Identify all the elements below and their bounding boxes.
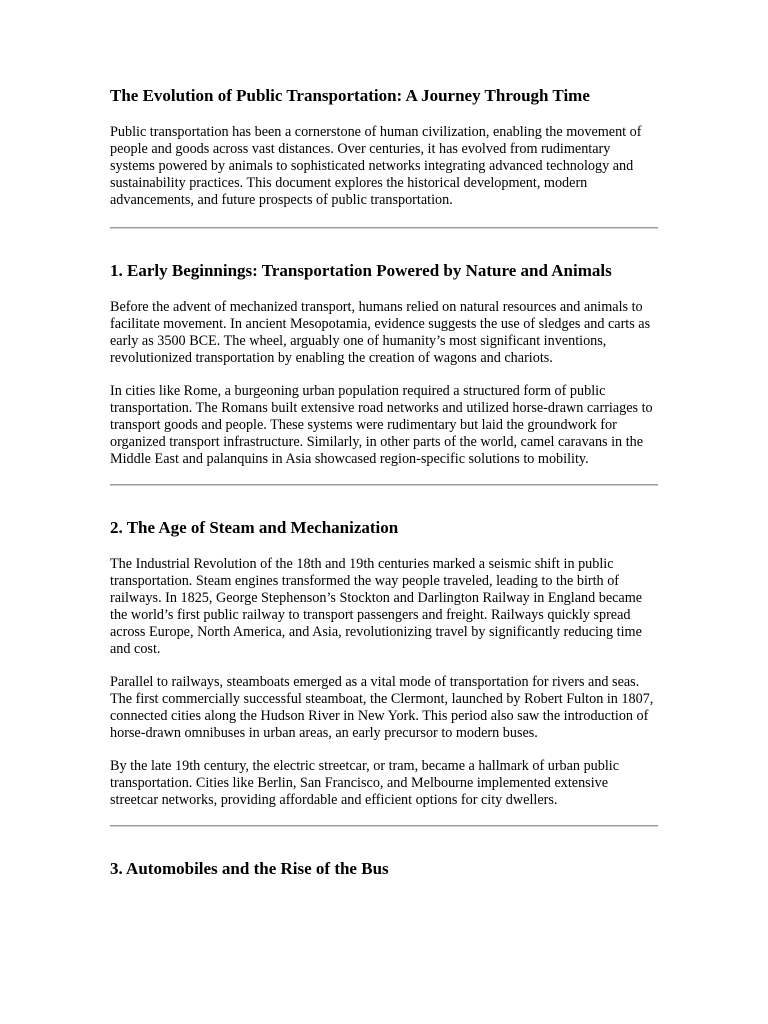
- section-divider: [110, 484, 658, 486]
- section-divider: [110, 227, 658, 229]
- section-1-heading: 1. Early Beginnings: Transportation Powered by Nature and Animals: [110, 261, 612, 280]
- section-2-heading: 2. The Age of Steam and Mechanization: [110, 518, 399, 537]
- section-2-paragraph-2: Parallel to railways, steamboats emerged as a vital mode of transportation for rivers and seas. The first commercially successful steamboat, the Clermont, launched by Robert Fulton in 1807, connected cities along the Hudson River in New York. This period also saw the introduction of horse-drawn omnibuses in urban areas, an early precursor to modern buses.: [110, 674, 654, 741]
- document-page: [110, 0, 658, 879]
- section-2-paragraph-1: The Industrial Revolution of the 18th and 19th centuries marked a seismic shift in public transportation. Steam engines transformed the way people traveled, leading to the birth of railways. In 1825, George Stephenson’s Stockton and Darlington Railway in England became the world’s first public railway to transport passengers and freight. Railways quickly spread across Europe, North America, and Asia, revolutionizing travel by significantly reducing time and cost.: [110, 556, 643, 657]
- section-1-paragraph-2: In cities like Rome, a burgeoning urban population required a structured form of public transportation. The Romans built extensive road networks and utilized horse-drawn carriages to transport goods and people. These systems were rudimentary but laid the groundwork for organized transport infrastructure. Similarly, in other parts of the world, camel caravans in the Middle East and palanquins in Asia showcased region-specific solutions to mobility.: [110, 383, 653, 467]
- document-title: The Evolution of Public Transportation: A Journey Through Time: [110, 86, 590, 105]
- section-1-paragraph-1: Before the advent of mechanized transport, humans relied on natural resources and animals to facilitate movement. In ancient Mesopotamia, evidence suggests the use of sledges and carts as early as 3500 BCE. The wheel, arguably one of humanity’s most significant inventions, revolutionized transportation by enabling the creation of wagons and chariots.: [110, 299, 651, 366]
- section-3-heading: 3. Automobiles and the Rise of the Bus: [110, 859, 389, 878]
- intro-paragraph: Public transportation has been a cornerstone of human civilization, enabling the movement of people and goods across vast distances. Over centuries, it has evolved from rudimentary systems powered by animals to sophisticated networks integrating advanced technology and sustainability practices. This document explores the historical development, modern advancements, and future prospects of public transportation.: [110, 124, 642, 208]
- section-divider: [110, 825, 658, 827]
- section-2-paragraph-3: By the late 19th century, the electric streetcar, or tram, became a hallmark of urban public transportation. Cities like Berlin, San Francisco, and Melbourne implemented extensive streetcar networks, providing affordable and efficient options for city dwellers.: [110, 758, 620, 808]
